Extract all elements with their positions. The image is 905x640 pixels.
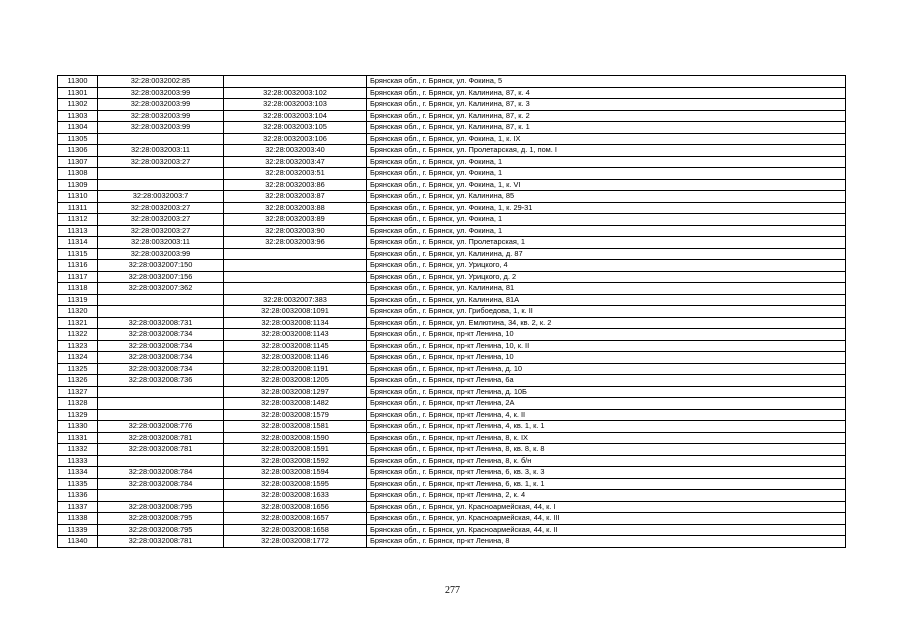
table-row [58, 421, 846, 433]
address-cell: Брянская обл., г. Брянск, ул. Фокина, 1 [367, 214, 846, 226]
cadastral-number-cell: 32:28:0032008:781 [98, 536, 224, 548]
premises-cadastral-number-cell: 32:28:0032003:102 [224, 87, 367, 99]
table-row [58, 386, 846, 398]
row-number-cell: 11330 [58, 421, 98, 433]
cadastral-number-cell: 32:28:0032003:99 [98, 248, 224, 260]
table-row [58, 375, 846, 387]
row-number-cell: 11310 [58, 191, 98, 203]
register-table-body [58, 76, 846, 548]
address-cell: Брянская обл., г. Брянск, пр-кт Ленина, 10 [367, 329, 846, 341]
table-row [58, 490, 846, 502]
table-row [58, 294, 846, 306]
row-number-cell: 11318 [58, 283, 98, 295]
cadastral-number-cell: 32:28:0032007:156 [98, 271, 224, 283]
address-cell: Брянская обл., г. Брянск, ул. Калинина, 81А [367, 294, 846, 306]
cadastral-number-cell: 32:28:0032008:781 [98, 444, 224, 456]
cadastral-number-cell: 32:28:0032003:27 [98, 214, 224, 226]
cadastral-number-cell: 32:28:0032003:27 [98, 156, 224, 168]
table-row [58, 76, 846, 88]
row-number-cell: 11315 [58, 248, 98, 260]
row-number-cell: 11335 [58, 478, 98, 490]
premises-cadastral-number-cell: 32:28:0032003:105 [224, 122, 367, 134]
address-cell: Брянская обл., г. Брянск, ул. Калинина, 87, к. 1 [367, 122, 846, 134]
premises-cadastral-number-cell: 32:28:0032008:1205 [224, 375, 367, 387]
cadastral-number-cell [98, 294, 224, 306]
row-number-cell: 11340 [58, 536, 98, 548]
cadastral-number-cell: 32:28:0032008:734 [98, 352, 224, 364]
row-number-cell: 11331 [58, 432, 98, 444]
row-number-cell: 11320 [58, 306, 98, 318]
cadastral-number-cell: 32:28:0032007:362 [98, 283, 224, 295]
premises-cadastral-number-cell: 32:28:0032008:1592 [224, 455, 367, 467]
premises-cadastral-number-cell: 32:28:0032008:1591 [224, 444, 367, 456]
cadastral-number-cell: 32:28:0032008:795 [98, 524, 224, 536]
address-cell: Брянская обл., г. Брянск, пр-кт Ленина, 8 [367, 536, 846, 548]
table-row [58, 87, 846, 99]
cadastral-number-cell: 32:28:0032003:7 [98, 191, 224, 203]
table-row [58, 363, 846, 375]
table-row [58, 225, 846, 237]
row-number-cell: 11323 [58, 340, 98, 352]
cadastral-number-cell [98, 133, 224, 145]
cadastral-number-cell [98, 306, 224, 318]
table-row [58, 168, 846, 180]
row-number-cell: 11306 [58, 145, 98, 157]
premises-cadastral-number-cell: 32:28:0032003:51 [224, 168, 367, 180]
address-cell: Брянская обл., г. Брянск, пр-кт Ленина, 8, кв. 8, к. 8 [367, 444, 846, 456]
premises-cadastral-number-cell [224, 76, 367, 88]
row-number-cell: 11328 [58, 398, 98, 410]
address-cell: Брянская обл., г. Брянск, ул. Красноармейская, 44, к. III [367, 513, 846, 525]
premises-cadastral-number-cell: 32:28:0032008:1143 [224, 329, 367, 341]
premises-cadastral-number-cell: 32:28:0032003:103 [224, 99, 367, 111]
address-cell: Брянская обл., г. Брянск, ул. Пролетарская, д. 1, пом. I [367, 145, 846, 157]
row-number-cell: 11319 [58, 294, 98, 306]
row-number-cell: 11332 [58, 444, 98, 456]
address-cell: Брянская обл., г. Брянск, ул. Калинина, 87, к. 2 [367, 110, 846, 122]
cadastral-number-cell: 32:28:0032008:784 [98, 467, 224, 479]
table-row [58, 398, 846, 410]
premises-cadastral-number-cell: 32:28:0032003:40 [224, 145, 367, 157]
row-number-cell: 11322 [58, 329, 98, 341]
table-row [58, 432, 846, 444]
cadastral-number-cell: 32:28:0032008:734 [98, 363, 224, 375]
row-number-cell: 11304 [58, 122, 98, 134]
address-cell: Брянская обл., г. Брянск, ул. Грибоедова, 1, к. II [367, 306, 846, 318]
table-row [58, 214, 846, 226]
address-cell: Брянская обл., г. Брянск, пр-кт Ленина, 4, кв. 1, к. 1 [367, 421, 846, 433]
address-cell: Брянская обл., г. Брянск, пр-кт Ленина, 8, к. IX [367, 432, 846, 444]
premises-cadastral-number-cell: 32:28:0032003:96 [224, 237, 367, 249]
row-number-cell: 11301 [58, 87, 98, 99]
table-row [58, 145, 846, 157]
page-number: 277 [445, 585, 460, 596]
row-number-cell: 11325 [58, 363, 98, 375]
row-number-cell: 11305 [58, 133, 98, 145]
premises-cadastral-number-cell: 32:28:0032007:383 [224, 294, 367, 306]
row-number-cell: 11316 [58, 260, 98, 272]
cadastral-number-cell: 32:28:0032008:736 [98, 375, 224, 387]
row-number-cell: 11339 [58, 524, 98, 536]
table-row [58, 248, 846, 260]
table-row [58, 444, 846, 456]
premises-cadastral-number-cell: 32:28:0032003:89 [224, 214, 367, 226]
cadastral-number-cell: 32:28:0032003:99 [98, 122, 224, 134]
row-number-cell: 11307 [58, 156, 98, 168]
cadastral-number-cell: 32:28:0032002:85 [98, 76, 224, 88]
cadastral-number-cell: 32:28:0032008:734 [98, 329, 224, 341]
table-row [58, 501, 846, 513]
address-cell: Брянская обл., г. Брянск, пр-кт Ленина, 2А [367, 398, 846, 410]
address-cell: Брянская обл., г. Брянск, ул. Калинина, 85 [367, 191, 846, 203]
cadastral-number-cell [98, 386, 224, 398]
premises-cadastral-number-cell: 32:28:0032003:88 [224, 202, 367, 214]
row-number-cell: 11317 [58, 271, 98, 283]
row-number-cell: 11312 [58, 214, 98, 226]
table-row [58, 455, 846, 467]
table-row [58, 306, 846, 318]
row-number-cell: 11314 [58, 237, 98, 249]
table-row [58, 122, 846, 134]
address-cell: Брянская обл., г. Брянск, ул. Фокина, 1, к. VI [367, 179, 846, 191]
premises-cadastral-number-cell: 32:28:0032003:90 [224, 225, 367, 237]
premises-cadastral-number-cell: 32:28:0032008:1772 [224, 536, 367, 548]
cadastral-number-cell: 32:28:0032003:99 [98, 99, 224, 111]
premises-cadastral-number-cell: 32:28:0032003:86 [224, 179, 367, 191]
cadastral-number-cell: 32:28:0032008:795 [98, 501, 224, 513]
cadastral-number-cell: 32:28:0032003:99 [98, 87, 224, 99]
row-number-cell: 11302 [58, 99, 98, 111]
premises-cadastral-number-cell: 32:28:0032008:1091 [224, 306, 367, 318]
premises-cadastral-number-cell [224, 283, 367, 295]
premises-cadastral-number-cell: 32:28:0032008:1658 [224, 524, 367, 536]
table-row [58, 283, 846, 295]
cadastral-number-cell: 32:28:0032003:99 [98, 110, 224, 122]
row-number-cell: 11308 [58, 168, 98, 180]
premises-cadastral-number-cell: 32:28:0032008:1656 [224, 501, 367, 513]
cadastral-number-cell: 32:28:0032007:150 [98, 260, 224, 272]
address-cell: Брянская обл., г. Брянск, пр-кт Ленина, 6, кв. 3, к. 3 [367, 467, 846, 479]
premises-cadastral-number-cell: 32:28:0032008:1581 [224, 421, 367, 433]
premises-cadastral-number-cell: 32:28:0032008:1595 [224, 478, 367, 490]
address-cell: Брянская обл., г. Брянск, ул. Калинина, д. 87 [367, 248, 846, 260]
table-row [58, 524, 846, 536]
row-number-cell: 11313 [58, 225, 98, 237]
cadastral-number-cell [98, 168, 224, 180]
address-cell: Брянская обл., г. Брянск, пр-кт Ленина, 6а [367, 375, 846, 387]
address-cell: Брянская обл., г. Брянск, ул. Калинина, 87, к. 3 [367, 99, 846, 111]
cadastral-number-cell: 32:28:0032008:781 [98, 432, 224, 444]
premises-cadastral-number-cell: 32:28:0032008:1191 [224, 363, 367, 375]
address-cell: Брянская обл., г. Брянск, ул. Калинина, 81 [367, 283, 846, 295]
address-cell: Брянская обл., г. Брянск, ул. Калинина, 87, к. 4 [367, 87, 846, 99]
row-number-cell: 11329 [58, 409, 98, 421]
cadastral-number-cell [98, 490, 224, 502]
premises-cadastral-number-cell: 32:28:0032003:47 [224, 156, 367, 168]
row-number-cell: 11337 [58, 501, 98, 513]
table-row [58, 513, 846, 525]
table-row [58, 156, 846, 168]
cadastral-number-cell [98, 398, 224, 410]
cadastral-number-cell: 32:28:0032008:731 [98, 317, 224, 329]
premises-cadastral-number-cell: 32:28:0032003:87 [224, 191, 367, 203]
address-cell: Брянская обл., г. Брянск, ул. Фокина, 1 [367, 225, 846, 237]
cadastral-number-cell: 32:28:0032008:734 [98, 340, 224, 352]
row-number-cell: 11327 [58, 386, 98, 398]
row-number-cell: 11326 [58, 375, 98, 387]
address-cell: Брянская обл., г. Брянск, ул. Фокина, 1 [367, 168, 846, 180]
row-number-cell: 11300 [58, 76, 98, 88]
address-cell: Брянская обл., г. Брянск, ул. Урицкого, д. 2 [367, 271, 846, 283]
table-row [58, 271, 846, 283]
premises-cadastral-number-cell: 32:28:0032008:1633 [224, 490, 367, 502]
row-number-cell: 11303 [58, 110, 98, 122]
address-cell: Брянская обл., г. Брянск, пр-кт Ленина, 8, к. б/н [367, 455, 846, 467]
premises-cadastral-number-cell: 32:28:0032008:1590 [224, 432, 367, 444]
cadastral-number-cell: 32:28:0032008:776 [98, 421, 224, 433]
table-row [58, 536, 846, 548]
cadastral-number-cell: 32:28:0032003:27 [98, 202, 224, 214]
table-row [58, 191, 846, 203]
premises-cadastral-number-cell [224, 260, 367, 272]
premises-cadastral-number-cell: 32:28:0032008:1579 [224, 409, 367, 421]
table-row [58, 202, 846, 214]
address-cell: Брянская обл., г. Брянск, ул. Емлютина, 34, кв. 2, к. 2 [367, 317, 846, 329]
address-cell: Брянская обл., г. Брянск, пр-кт Ленина, 6, кв. 1, к. 1 [367, 478, 846, 490]
table-row [58, 478, 846, 490]
row-number-cell: 11338 [58, 513, 98, 525]
premises-cadastral-number-cell: 32:28:0032003:106 [224, 133, 367, 145]
premises-cadastral-number-cell [224, 271, 367, 283]
table-row [58, 317, 846, 329]
cadastral-number-cell [98, 455, 224, 467]
premises-cadastral-number-cell: 32:28:0032008:1482 [224, 398, 367, 410]
premises-cadastral-number-cell: 32:28:0032008:1594 [224, 467, 367, 479]
address-cell: Брянская обл., г. Брянск, ул. Урицкого, 4 [367, 260, 846, 272]
premises-cadastral-number-cell: 32:28:0032008:1134 [224, 317, 367, 329]
row-number-cell: 11311 [58, 202, 98, 214]
address-cell: Брянская обл., г. Брянск, пр-кт Ленина, 2, к. 4 [367, 490, 846, 502]
premises-cadastral-number-cell: 32:28:0032008:1146 [224, 352, 367, 364]
cadastral-number-cell: 32:28:0032003:11 [98, 145, 224, 157]
premises-cadastral-number-cell: 32:28:0032008:1145 [224, 340, 367, 352]
table-row [58, 329, 846, 341]
table-row [58, 179, 846, 191]
row-number-cell: 11333 [58, 455, 98, 467]
table-row [58, 409, 846, 421]
table-row [58, 467, 846, 479]
table-row [58, 133, 846, 145]
table-row [58, 340, 846, 352]
address-cell: Брянская обл., г. Брянск, ул. Фокина, 1 [367, 156, 846, 168]
table-row [58, 237, 846, 249]
address-cell: Брянская обл., г. Брянск, пр-кт Ленина, д. 10Б [367, 386, 846, 398]
register-table [57, 75, 846, 548]
table-row [58, 99, 846, 111]
premises-cadastral-number-cell [224, 248, 367, 260]
address-cell: Брянская обл., г. Брянск, ул. Фокина, 1, к. 29-31 [367, 202, 846, 214]
row-number-cell: 11309 [58, 179, 98, 191]
row-number-cell: 11336 [58, 490, 98, 502]
premises-cadastral-number-cell: 32:28:0032003:104 [224, 110, 367, 122]
cadastral-number-cell: 32:28:0032003:11 [98, 237, 224, 249]
table-row [58, 260, 846, 272]
address-cell: Брянская обл., г. Брянск, пр-кт Ленина, д. 10 [367, 363, 846, 375]
cadastral-number-cell [98, 409, 224, 421]
address-cell: Брянская обл., г. Брянск, ул. Пролетарская, 1 [367, 237, 846, 249]
address-cell: Брянская обл., г. Брянск, ул. Красноармейская, 44, к. I [367, 501, 846, 513]
cadastral-number-cell: 32:28:0032008:784 [98, 478, 224, 490]
premises-cadastral-number-cell: 32:28:0032008:1657 [224, 513, 367, 525]
cadastral-number-cell: 32:28:0032008:795 [98, 513, 224, 525]
address-cell: Брянская обл., г. Брянск, пр-кт Ленина, 4, к. II [367, 409, 846, 421]
address-cell: Брянская обл., г. Брянск, ул. Фокина, 5 [367, 76, 846, 88]
premises-cadastral-number-cell: 32:28:0032008:1297 [224, 386, 367, 398]
cadastral-number-cell [98, 179, 224, 191]
row-number-cell: 11321 [58, 317, 98, 329]
table-row [58, 352, 846, 364]
address-cell: Брянская обл., г. Брянск, ул. Красноармейская, 44, к. II [367, 524, 846, 536]
cadastral-number-cell: 32:28:0032003:27 [98, 225, 224, 237]
row-number-cell: 11334 [58, 467, 98, 479]
row-number-cell: 11324 [58, 352, 98, 364]
address-cell: Брянская обл., г. Брянск, пр-кт Ленина, 10 [367, 352, 846, 364]
table-row [58, 110, 846, 122]
address-cell: Брянская обл., г. Брянск, ул. Фокина, 1, к. IX [367, 133, 846, 145]
address-cell: Брянская обл., г. Брянск, пр-кт Ленина, 10, к. II [367, 340, 846, 352]
